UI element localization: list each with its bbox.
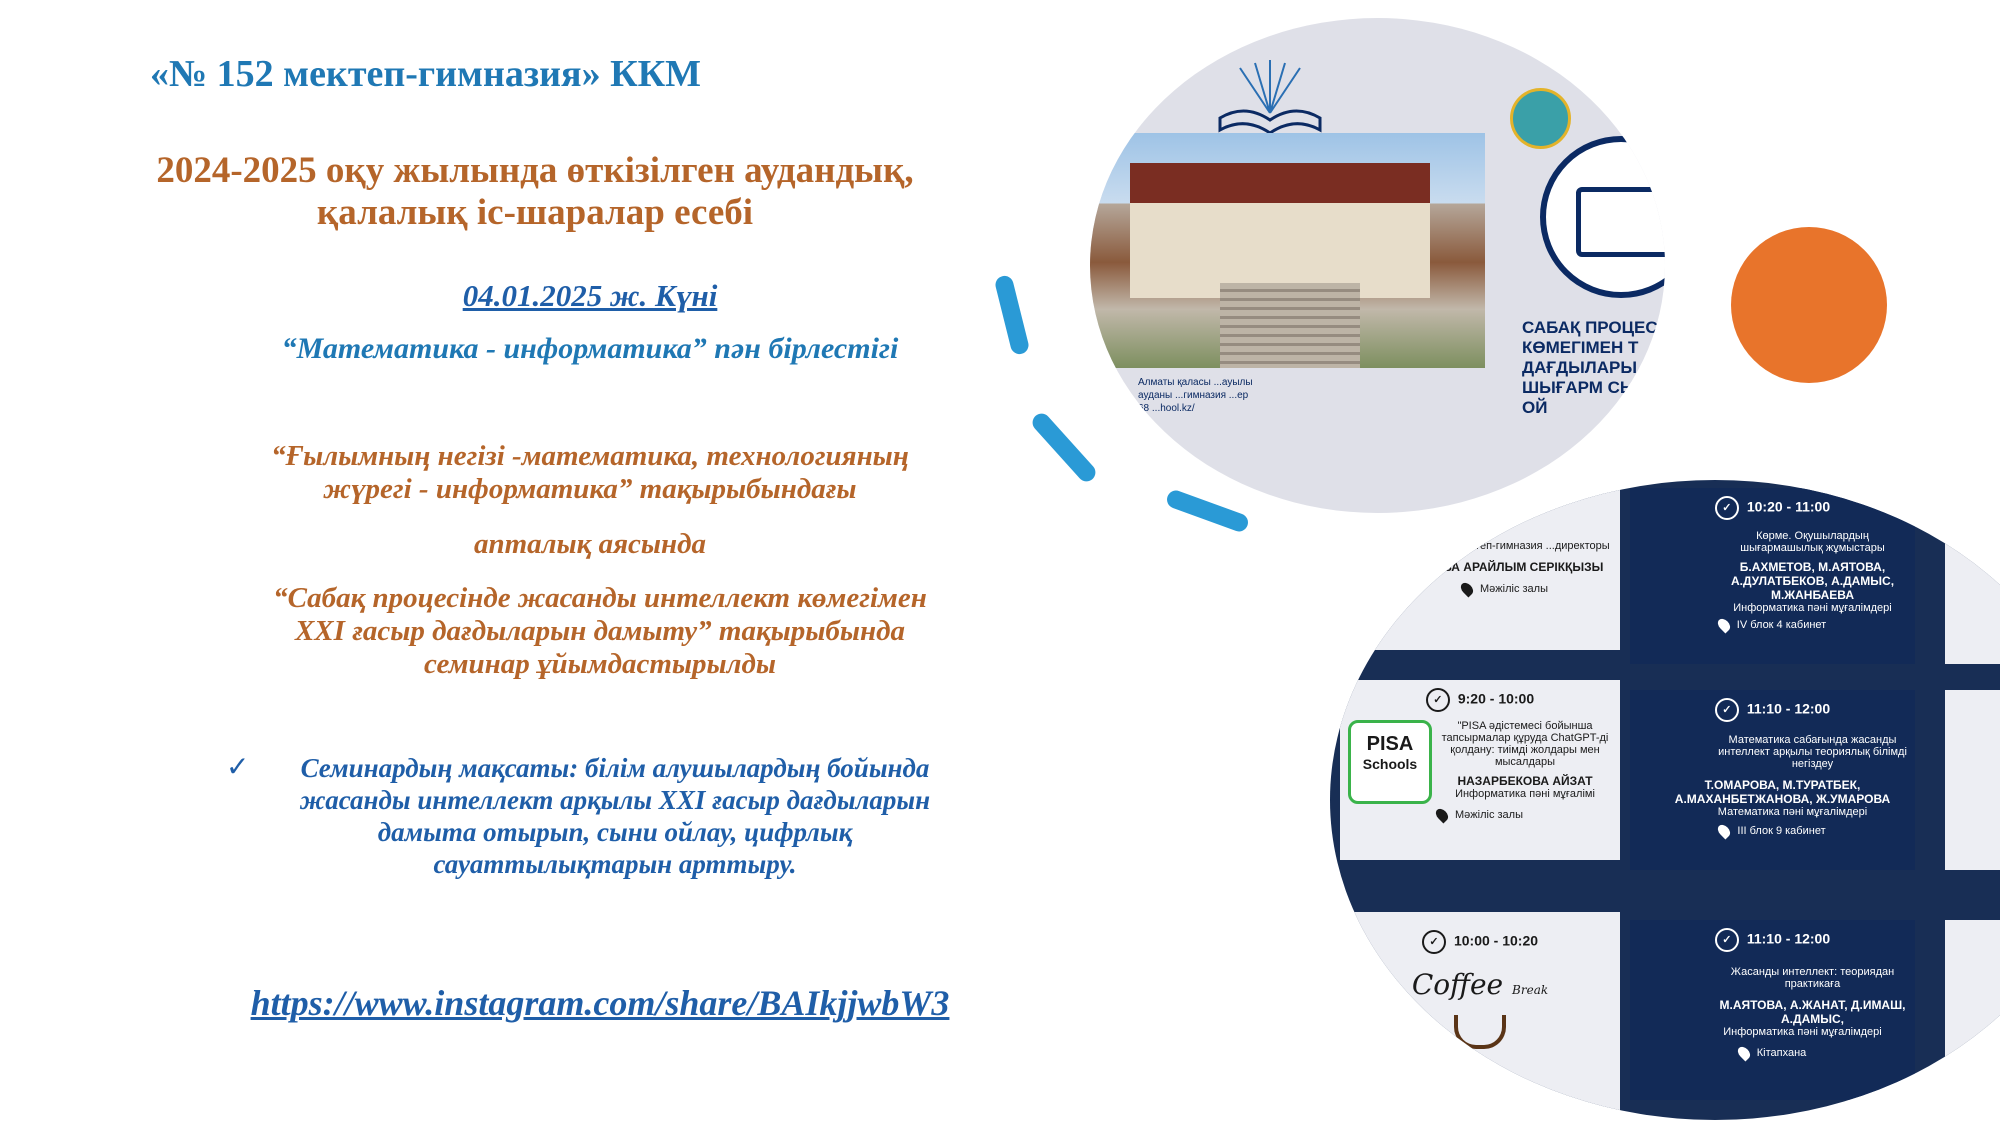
card-desc: Жасанды интеллект: теориядан практикаға [1730, 966, 1895, 990]
seminar-goal-line2: жасанды интеллект арқылы ХХІ ғасыр дағдыларын [299, 785, 931, 815]
schedule-card-edge-2 [1945, 690, 2000, 870]
week-scope: апталық аясында [473, 528, 707, 560]
week-theme-line1: “Ғылымның негізі -математика, технологияның [271, 440, 909, 472]
card-place-text: Кітапхана [1756, 1046, 1807, 1059]
card-names: НАЗАРБЕКОВА АЙЗАТ [1457, 774, 1593, 788]
week-theme [190, 440, 990, 506]
card-names: М.АЯТОВА, А.ЖАНАТ, Д.ИМАШ, А.ДАМЫС, [1719, 998, 1906, 1026]
schedule-card-math [1630, 690, 1915, 870]
report-title-line1: 2024-2025 оқу жылында өткізілген аудандық, [156, 150, 914, 191]
card-place-text: Мәжіліс залы [1455, 808, 1523, 821]
book-logo-icon [1210, 58, 1330, 143]
card-names: ...ИПОВА АРАЙЛЫМ СЕРІКҚЫЗЫ [1406, 560, 1604, 574]
checkmark-icon: ✓ [226, 752, 250, 783]
card-time-text: 9:20 - 10:00 [1457, 690, 1535, 707]
report-title-line2: қалалық іс-шаралар есебі [316, 192, 754, 233]
instagram-link[interactable]: https://www.instagram.com/share/BAIkjjwbW3 [250, 983, 950, 1023]
decor-dash-1 [994, 274, 1031, 356]
card-place-text: III блок 9 кабинет [1737, 824, 1826, 837]
card-place-text: Мәжіліс залы [1480, 582, 1548, 595]
card-names: Б.АХМЕТОВ, М.АЯТОВА, А.ДУЛАТБЕКОВ, А.ДАМЫС, М.ЖАНБАЕВА [1730, 560, 1895, 602]
seminar-goal [255, 752, 975, 880]
card-place [1638, 824, 1907, 838]
card-time [1638, 698, 1907, 722]
poster-title-text: САБАҚ ПРОЦЕС КӨМЕГІМЕН Т ДАҒДЫЛАРЫ ШЫҒАРМ СЫНИ ОЙ [1522, 318, 1662, 417]
card-place [1348, 808, 1612, 822]
schedule-card-edge-3 [1945, 920, 2000, 1120]
card-place-text: IV блок 4 кабинет [1736, 618, 1827, 631]
pisa-logo [1348, 720, 1432, 804]
pisa-logo-top: PISA [1366, 733, 1414, 755]
location-pin-icon [1715, 617, 1732, 634]
school-photo [1090, 133, 1485, 368]
report-title [110, 150, 960, 234]
school-roof [1130, 163, 1430, 203]
schedule-image-circle [1330, 480, 2000, 1120]
decor-dash-3 [1164, 488, 1250, 534]
card-time [1638, 928, 1907, 952]
school-name: «№ 152 мектеп-гимназия» ККМ [150, 53, 702, 95]
schedule-card-pisa [1340, 680, 1620, 860]
schedule-card-exhibition [1630, 488, 1915, 664]
card-role: Информатика пәні мұғалімі [1455, 788, 1595, 800]
seminar-goal-line1: Семинардың мақсаты: білім алушылардың бойында [300, 753, 930, 783]
card-desc: Математика сабағында жасанды интеллект арқылы теориялық білімді негіздеу [1718, 734, 1907, 770]
subject-association: “Математика - информатика” пән бірлестігі [281, 332, 899, 365]
event-date: 04.01.2025 ж. Күні [462, 278, 718, 313]
emblem-book-icon [1576, 187, 1665, 257]
card-place [1330, 582, 1620, 596]
card-desc: ...ылды сөз ...ктеп-гимназия ...директоры [1400, 540, 1610, 552]
card-time-text: 11:10 - 12:00 [1746, 930, 1831, 947]
seminar-goal-line3: дамыта отырып, сыни ойлау, цифрлық [377, 817, 853, 847]
card-place [1638, 1046, 1907, 1060]
card-role: Информатика пәні мұғалімдері [1723, 1026, 1882, 1038]
seminar-title-line2: ХХІ ғасыр дағдыларын дамыту” тақырыбында [294, 615, 906, 647]
card-time-text: 10:00 - 10:20 [1453, 932, 1539, 949]
card-time-text: 11:10 - 12:00 [1746, 700, 1831, 717]
card-time [1348, 930, 1612, 954]
poster-image-circle [1090, 18, 1665, 513]
coffee-logo [1348, 968, 1612, 1001]
clock-icon: ✓ [1426, 688, 1450, 712]
clock-icon: ✓ [1715, 698, 1739, 722]
gear-icon [1540, 18, 1665, 108]
decor-dash-2 [1029, 410, 1099, 485]
location-pin-icon [1434, 807, 1451, 824]
coffee-logo-word: Coffee [1411, 968, 1504, 1001]
schedule-card-opening [1330, 480, 1620, 650]
card-role: Математика пәні мұғалімдері [1717, 806, 1868, 818]
location-pin-icon [1735, 1045, 1752, 1062]
card-desc: Көрме. Оқушылардың шығармашылық жұмыстары [1740, 530, 1885, 554]
coffee-logo-break: Break [1512, 983, 1549, 997]
card-names: Т.ОМАРОВА, М.ТУРАТБЕК, А.МАХАНБЕТЖАНОВА, Ж.УМАРОВА [1674, 778, 1891, 806]
seminar-title-line1: “Сабақ процесінде жасанды интеллект көмегімен [273, 582, 927, 614]
seminar-title [190, 582, 1010, 681]
card-role: Информатика пәні мұғалімдері [1733, 602, 1892, 614]
poster-address-text: Алматы қаласы ...ауылы ауданы ...гимназия ...ер 68 ...hool.kz/ [1138, 377, 1253, 414]
card-place [1638, 618, 1907, 632]
schedule-card-edge-1 [1945, 488, 2000, 664]
clock-icon: ✓ [1422, 930, 1446, 954]
pisa-logo-bottom: Schools [1362, 756, 1418, 772]
location-pin-icon [1716, 823, 1733, 840]
clock-icon: ✓ [1715, 928, 1739, 952]
card-desc: "PISA әдістемесі бойынша тапсырмалар құруда ChatGPT-ді қолдану: тиімді жолдары мен мысалдары [1441, 720, 1609, 768]
decor-orange-circle [1731, 227, 1887, 383]
card-time [1638, 496, 1907, 520]
school-stairs [1220, 283, 1360, 368]
schedule-card-coffee-break [1340, 912, 1620, 1112]
coffee-cup-icon [1454, 1015, 1506, 1049]
location-pin-icon [1459, 581, 1476, 598]
card-time [1348, 688, 1612, 712]
week-theme-line2: жүрегі - информатика” тақырыбындағы [323, 473, 857, 505]
seminar-goal-line4: сауаттылықтарын арттыру. [433, 849, 797, 879]
schedule-card-ai-practice [1630, 920, 1915, 1100]
card-time-text: 10:20 - 11:00 [1746, 498, 1831, 515]
seminar-title-line3: семинар ұйымдастырылды [423, 648, 777, 680]
school-emblem-icon [1540, 136, 1665, 298]
clock-icon: ✓ [1715, 496, 1739, 520]
